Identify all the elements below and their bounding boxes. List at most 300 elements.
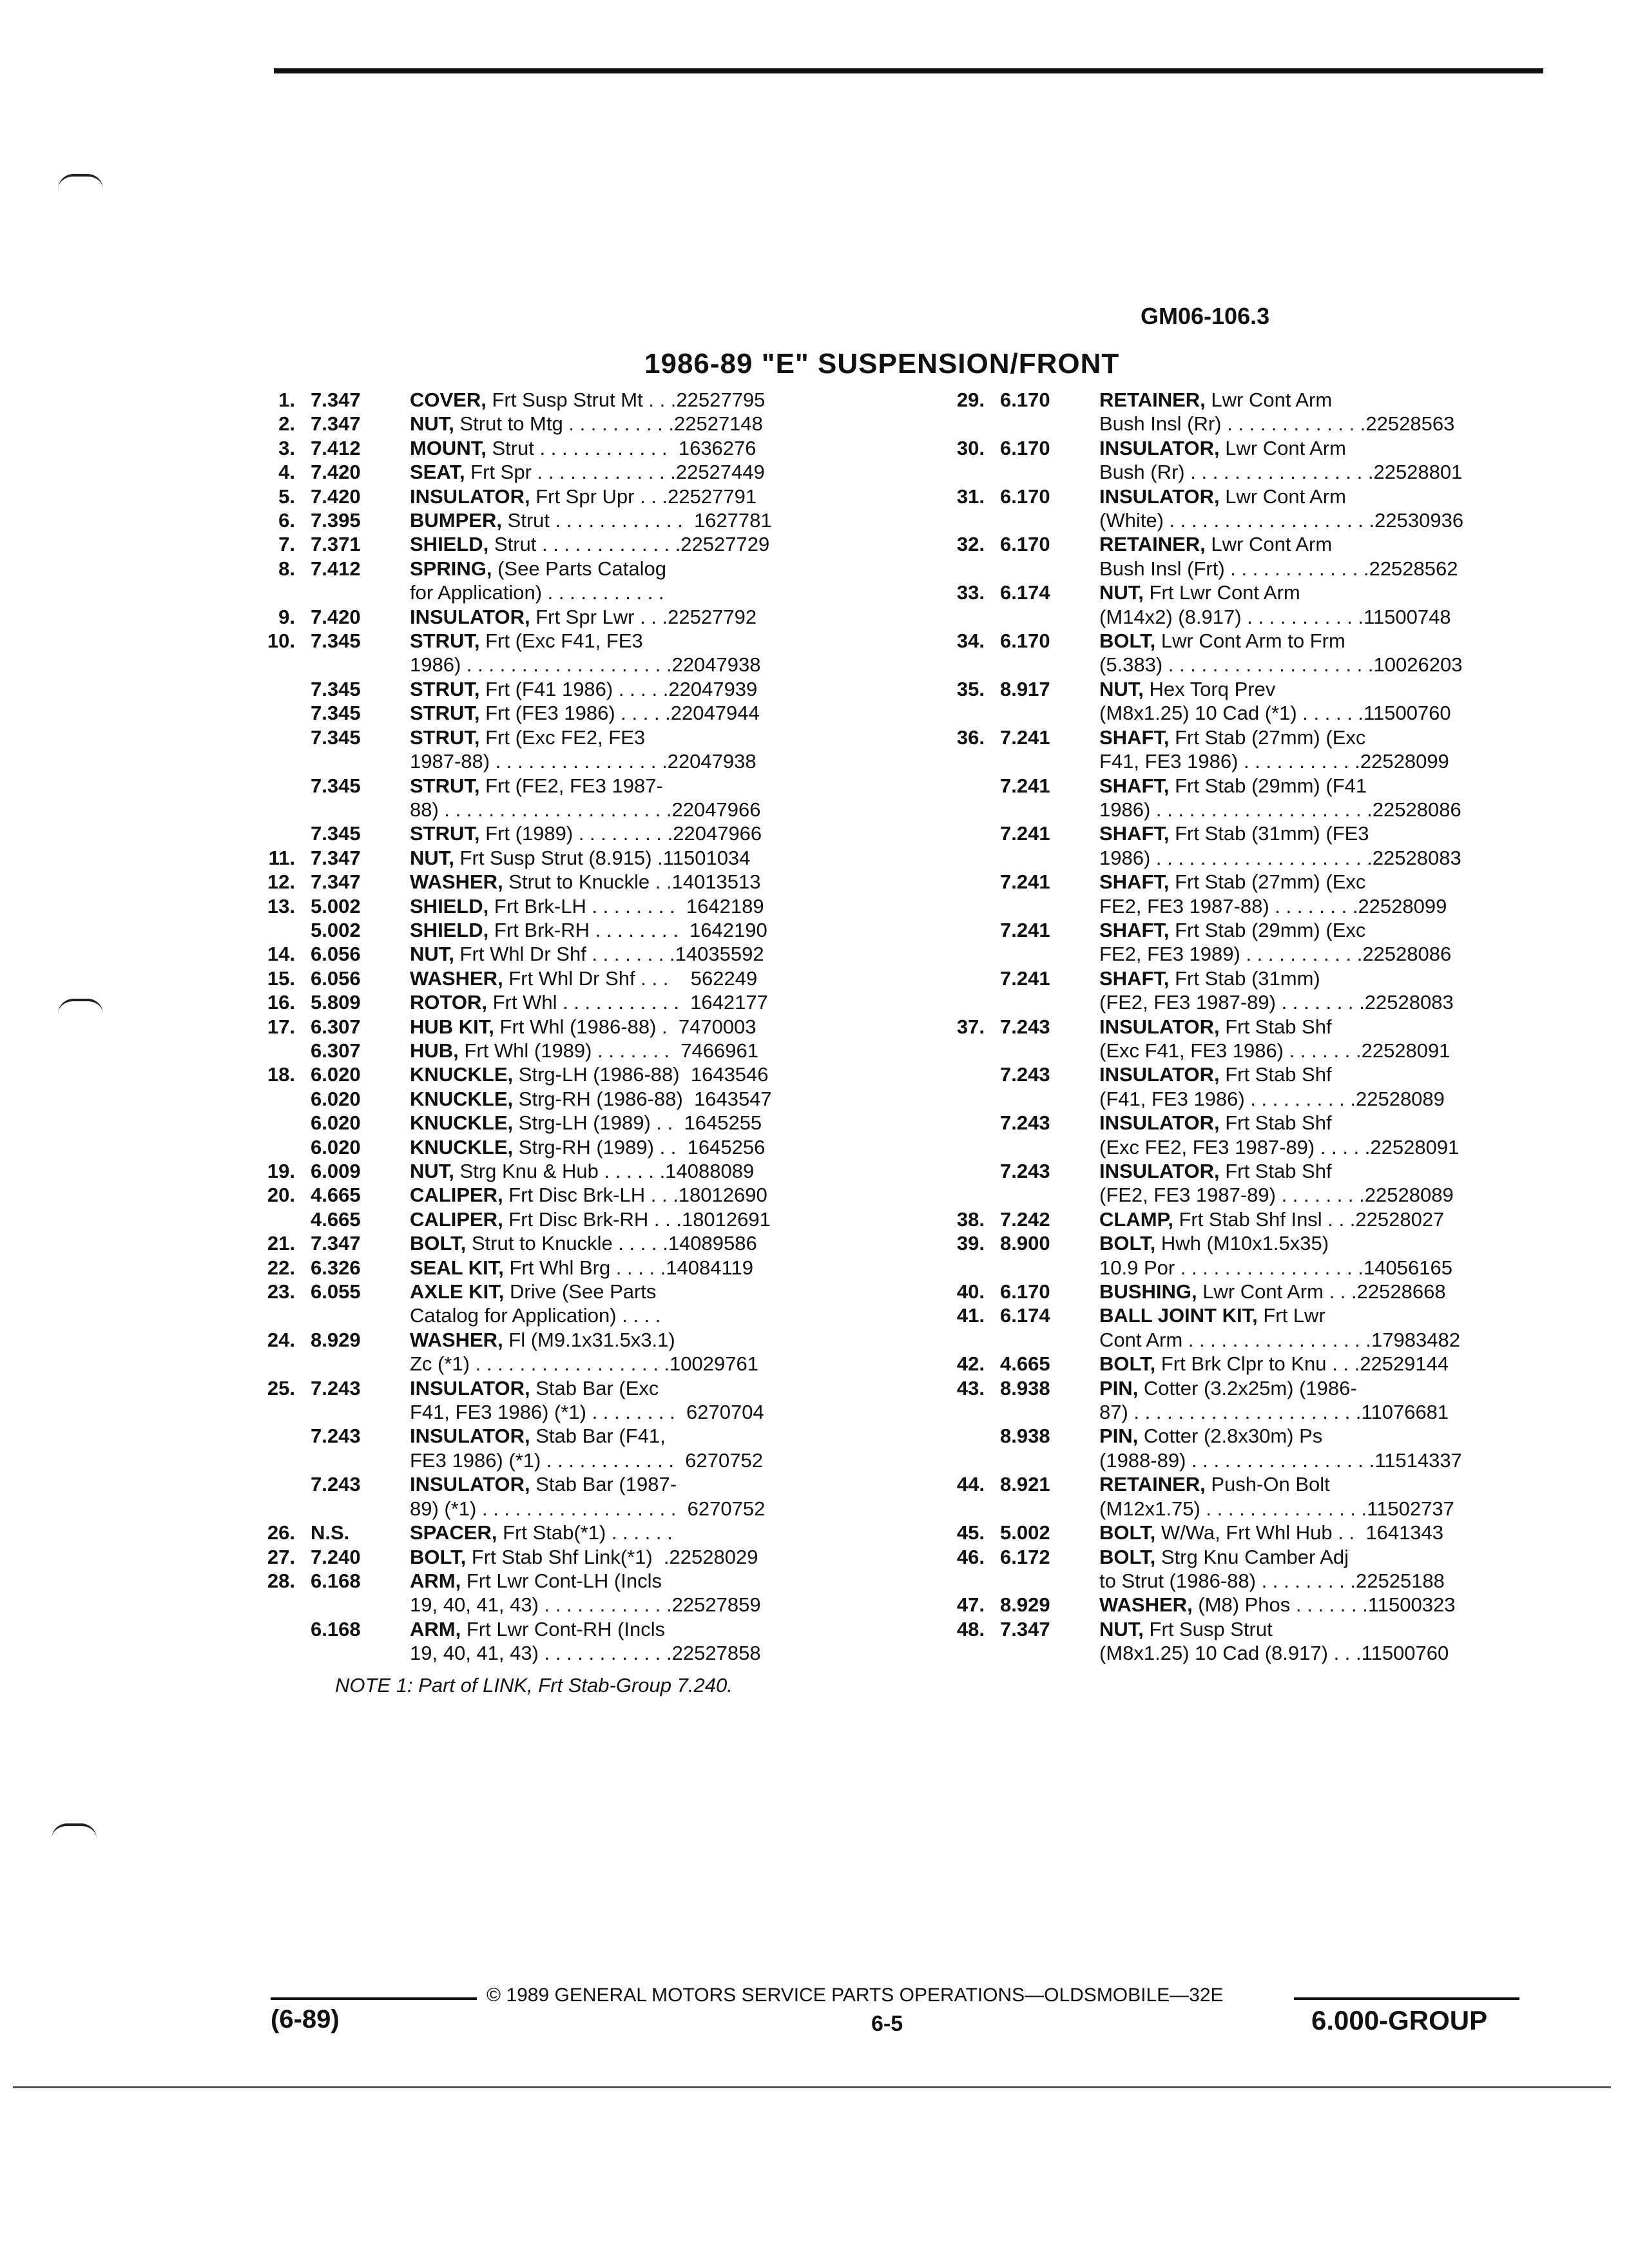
part-description	[410, 774, 876, 822]
part-description	[1099, 1352, 1559, 1376]
group-number: 7.420	[311, 605, 361, 628]
item-number	[245, 1087, 311, 1111]
group-number: 5.809	[311, 991, 361, 1014]
part-detail: Lwr Cont Arm Bush (Rr) . . . . . . . . . . . . . . . . .22528801	[1099, 436, 1463, 484]
item-number: 9.	[278, 605, 295, 628]
part-description	[410, 1328, 876, 1376]
part-detail: Frt Brk Clpr to Knu . . .22529144	[1155, 1352, 1449, 1376]
parts-list-item	[245, 1159, 876, 1183]
parts-list-item	[245, 629, 876, 677]
page-title: 1986-89 "E" SUSPENSION/FRONT	[644, 348, 1120, 380]
group-number: 7.241	[1000, 822, 1050, 845]
part-description	[1099, 485, 1559, 533]
item-number: 46.	[956, 1545, 985, 1568]
parts-list-item	[245, 1183, 876, 1207]
parts-list-item	[915, 1376, 1559, 1425]
parts-list-item	[245, 485, 876, 508]
item-number: 48.	[956, 1617, 985, 1640]
group-number: 8.938	[1000, 1425, 1050, 1448]
group-number: 7.243	[311, 1425, 361, 1448]
parts-list-item	[915, 677, 1559, 726]
part-name: KNUCKLE,	[410, 1087, 514, 1110]
parts-list-item	[245, 726, 876, 774]
parts-list-item	[915, 1159, 1559, 1207]
parts-list-item	[245, 557, 876, 605]
part-detail: Frt Spr Lwr . . .22527792	[530, 605, 757, 628]
parts-list-item	[915, 388, 1559, 436]
part-detail: Lwr Cont Arm . . .22528668	[1197, 1280, 1446, 1303]
part-detail: Frt Susp Strut Mt . . .22527795	[486, 389, 766, 411]
bottom-edge-rule	[13, 2086, 1611, 2088]
part-description	[1099, 1424, 1559, 1472]
item-number: 31.	[956, 485, 985, 508]
part-detail: Drive (See Parts Catalog for Application) . . . .	[410, 1280, 661, 1327]
part-description	[1099, 918, 1559, 966]
item-number	[915, 1111, 1000, 1159]
part-description	[410, 1062, 876, 1086]
date-code: (6-89)	[271, 2005, 340, 2033]
parts-list-item	[245, 532, 876, 556]
part-description	[410, 822, 876, 845]
item-number	[915, 966, 1000, 1015]
parts-list-item	[245, 1617, 876, 1666]
item-number	[245, 701, 311, 725]
part-name: STRUT,	[410, 677, 480, 700]
part-description	[410, 1183, 876, 1207]
part-description	[1099, 532, 1559, 581]
part-detail: Frt Whl (1989) . . . . . . . 7466961	[458, 1039, 758, 1062]
parts-list-item	[245, 1328, 876, 1376]
group-number: 7.395	[311, 509, 361, 532]
item-number: 43.	[956, 1376, 985, 1399]
parts-list-item	[915, 436, 1559, 485]
part-name: SHAFT,	[1099, 966, 1170, 990]
group-number: 6.056	[311, 943, 361, 966]
part-name: MOUNT,	[410, 436, 487, 459]
part-detail: Strut . . . . . . . . . . . . 1627781	[501, 509, 772, 532]
parts-list-item	[245, 1472, 876, 1521]
part-description	[410, 1521, 876, 1544]
item-number: 4.	[278, 461, 295, 484]
parts-list-item	[245, 774, 876, 822]
group-number: 7.345	[311, 726, 361, 749]
item-number: 18.	[267, 1063, 295, 1086]
parts-list-item	[915, 1352, 1559, 1376]
part-detail: Cotter (3.2x25m) (1986- 87) . . . . . . . . . . . . . . . . . . . . .11076681	[1099, 1376, 1449, 1424]
item-number: 37.	[956, 1015, 985, 1038]
item-number: 42.	[956, 1352, 985, 1376]
part-description	[1099, 1593, 1559, 1617]
group-number: 7.243	[1000, 1111, 1050, 1135]
parts-list-item	[915, 1062, 1559, 1111]
part-name: BOLT,	[1099, 1352, 1156, 1376]
group-number: 4.665	[1000, 1352, 1050, 1376]
part-description	[410, 918, 876, 942]
part-detail: Hwh (M10x1.5x35) 10.9 Por . . . . . . . . . . . . . . . . .14056165	[1099, 1232, 1452, 1279]
group-number: 5.002	[311, 918, 361, 941]
part-detail: Frt Stab (29mm) (F41 1986) . . . . . . . . . . . . . . . . . . . .22528086	[1099, 774, 1461, 821]
item-number: 23.	[267, 1280, 295, 1303]
part-detail: Frt Stab Shf (F41, FE3 1986) . . . . . . . . . .22528089	[1099, 1063, 1445, 1110]
group-number: 6.307	[311, 1015, 361, 1038]
part-name: INSULATOR,	[410, 485, 530, 508]
item-number: 1.	[278, 389, 295, 411]
item-number: 15.	[267, 966, 295, 990]
parts-list-left	[245, 388, 876, 1666]
group-number: 8.900	[1000, 1232, 1050, 1255]
parts-list-item	[915, 581, 1559, 629]
parts-list-item	[245, 605, 876, 629]
part-description	[410, 508, 876, 532]
item-number	[245, 1424, 311, 1472]
group-number: 7.345	[311, 702, 361, 725]
part-name: SPRING,	[410, 557, 492, 580]
footer-rule-left	[271, 1997, 477, 2000]
part-description	[1099, 1015, 1559, 1063]
group-number: 6.170	[1000, 533, 1050, 556]
part-name: INSULATOR,	[410, 1376, 530, 1399]
part-description	[410, 388, 876, 412]
part-description	[1099, 1207, 1559, 1231]
parts-list-item	[915, 1207, 1559, 1231]
group-number: 7.240	[311, 1545, 361, 1568]
top-rule	[274, 68, 1543, 73]
part-name: HUB KIT,	[410, 1015, 494, 1038]
part-description	[410, 701, 876, 725]
part-detail: Frt Stab (31mm) (FE2, FE3 1987-89) . . . . . . . .22528083	[1099, 966, 1454, 1014]
parts-list-item	[245, 966, 876, 990]
part-description	[410, 629, 876, 677]
item-number: 12.	[267, 870, 295, 894]
group-number: 8.929	[1000, 1593, 1050, 1617]
parts-list-item	[915, 1521, 1559, 1544]
item-number: 17.	[267, 1015, 295, 1038]
group-number: 8.938	[1000, 1376, 1050, 1399]
part-detail: Frt Stab (31mm) (FE3 1986) . . . . . . . . . . . . . . . . . . . .22528083	[1099, 822, 1461, 869]
part-name: AXLE KIT,	[410, 1280, 505, 1303]
part-name: BOLT,	[410, 1232, 467, 1255]
group-number: 7.243	[311, 1376, 361, 1399]
part-detail: Strut . . . . . . . . . . . . .22527729	[488, 533, 770, 556]
part-name: NUT,	[1099, 677, 1144, 700]
part-description	[410, 1280, 876, 1328]
group-number: 5.002	[1000, 1521, 1050, 1544]
item-number	[915, 774, 1000, 822]
item-number: 45.	[956, 1521, 985, 1544]
part-detail: Strut to Knuckle . . . . .14089586	[466, 1232, 757, 1255]
group-number: 6.174	[1000, 581, 1050, 604]
item-number: 32.	[956, 533, 985, 556]
part-detail: Strut to Knuckle . .14013513	[503, 870, 761, 894]
part-description	[410, 870, 876, 894]
parts-list-item	[915, 1015, 1559, 1063]
part-name: WASHER,	[1099, 1593, 1193, 1617]
part-detail: Frt Stab Shf Link(*1) .22528029	[466, 1545, 758, 1568]
part-description	[1099, 1280, 1559, 1303]
item-number: 24.	[267, 1328, 295, 1351]
item-number	[245, 1135, 311, 1159]
part-detail: Frt Lwr Cont-LH (Incls 19, 40, 41, 43) . . . . . . . . . . . .22527859	[410, 1569, 761, 1617]
part-description	[410, 436, 876, 460]
part-detail: Frt Stab (29mm) (Exc FE2, FE3 1989) . . . . . . . . . . .22528086	[1099, 918, 1452, 966]
part-name: CALIPER,	[410, 1184, 503, 1207]
part-description	[1099, 1062, 1559, 1111]
item-number: 33.	[956, 581, 985, 604]
group-number: 8.929	[311, 1328, 361, 1351]
group-number: 7.241	[1000, 774, 1050, 797]
parts-list-item	[245, 1521, 876, 1544]
part-name: INSULATOR,	[1099, 1111, 1220, 1135]
item-number	[915, 1424, 1000, 1472]
group-number: 6.168	[311, 1569, 361, 1592]
group-number: 4.665	[311, 1184, 361, 1207]
item-number: 20.	[267, 1184, 295, 1207]
group-number: 6.020	[311, 1111, 361, 1135]
part-name: INSULATOR,	[1099, 1160, 1220, 1182]
group-number: 7.243	[311, 1473, 361, 1496]
item-number: 27.	[267, 1545, 295, 1568]
part-name: SHAFT,	[1099, 822, 1170, 845]
parts-list-item	[245, 1135, 876, 1159]
part-description	[410, 1111, 876, 1135]
part-name: PIN,	[1099, 1425, 1139, 1448]
item-number: 14.	[267, 943, 295, 966]
part-description	[410, 412, 876, 436]
part-detail: Lwr Cont Arm Bush Insl (Rr) . . . . . . . . . . . . .22528563	[1099, 389, 1455, 436]
part-description	[410, 1015, 876, 1039]
part-detail: Strg-RH (1989) . . 1645256	[513, 1135, 766, 1158]
part-detail: Hex Torq Prev (M8x1.25) 10 Cad (*1) . . . . . .11500760	[1099, 677, 1451, 725]
group-number: 6.056	[311, 966, 361, 990]
item-number: 47.	[956, 1593, 985, 1617]
parts-list-item	[915, 532, 1559, 581]
parts-list-item	[915, 1424, 1559, 1472]
part-detail: Push-On Bolt (M12x1.75) . . . . . . . . . . . . . . .11502737	[1099, 1473, 1454, 1520]
part-name: ARM,	[410, 1569, 461, 1592]
parts-list-item	[245, 1280, 876, 1328]
part-name: ROTOR,	[410, 991, 487, 1014]
parts-list-item	[245, 1062, 876, 1086]
part-description	[410, 966, 876, 990]
part-description	[410, 1087, 876, 1111]
part-name: COVER,	[410, 389, 487, 411]
part-description	[410, 1231, 876, 1255]
part-name: STRUT,	[410, 822, 480, 845]
item-number	[245, 1207, 311, 1231]
part-detail: Frt Stab Shf (Exc F41, FE3 1986) . . . . . . .22528091	[1099, 1015, 1451, 1062]
binder-mark	[58, 999, 103, 1014]
parts-list-item	[915, 726, 1559, 774]
item-number	[245, 1472, 311, 1521]
binder-mark	[52, 1823, 97, 1839]
item-number	[245, 1617, 311, 1666]
part-name: BOLT,	[1099, 1521, 1156, 1544]
item-number	[245, 677, 311, 701]
item-number: 22.	[267, 1256, 295, 1279]
parts-list-item	[915, 918, 1559, 966]
group-number: 7.420	[311, 461, 361, 484]
part-detail: Lwr Cont Arm Bush Insl (Frt) . . . . . . . . . . . . .22528562	[1099, 533, 1458, 580]
parts-list-item	[245, 1207, 876, 1231]
parts-list-item	[245, 1545, 876, 1569]
item-number: 34.	[956, 629, 985, 653]
item-number: 19.	[267, 1160, 295, 1182]
part-name: SHAFT,	[1099, 918, 1170, 941]
part-description	[410, 1545, 876, 1569]
part-description	[1099, 822, 1559, 870]
item-number	[245, 1111, 311, 1135]
part-description	[1099, 1376, 1559, 1425]
group-number: N.S.	[311, 1521, 350, 1544]
part-detail: Lwr Cont Arm to Frm (5.383) . . . . . . . . . . . . . . . . . . .10026203	[1099, 629, 1463, 677]
part-name: STRUT,	[410, 702, 480, 725]
part-name: BOLT,	[1099, 1232, 1156, 1255]
part-name: BALL JOINT KIT,	[1099, 1304, 1258, 1327]
document-code: GM06-106.3	[1141, 303, 1270, 329]
parts-list-item	[245, 1111, 876, 1135]
parts-list-item	[915, 1280, 1559, 1303]
group-number: 6.170	[1000, 1280, 1050, 1303]
item-number: 38.	[956, 1207, 985, 1231]
part-name: SHAFT,	[1099, 870, 1170, 894]
part-name: INSULATOR,	[410, 1473, 530, 1496]
part-detail: Frt Stab Shf (FE2, FE3 1987-89) . . . . . . . .22528089	[1099, 1160, 1454, 1207]
group-number: 6.326	[311, 1256, 361, 1279]
part-detail: Lwr Cont Arm (White) . . . . . . . . . . . . . . . . . . .22530936	[1099, 485, 1464, 532]
part-name: BOLT,	[410, 1545, 467, 1568]
part-detail: Frt Spr Upr . . .22527791	[530, 485, 757, 508]
part-description	[410, 1207, 876, 1231]
part-detail: W/Wa, Frt Whl Hub . . 1641343	[1155, 1521, 1444, 1544]
part-detail: Frt Stab Shf Insl . . .22528027	[1173, 1207, 1445, 1231]
group-number: 7.347	[311, 846, 361, 869]
part-detail: Strg Knu Camber Adj to Strut (1986-88) . . . . . . . . .22525188	[1099, 1545, 1445, 1592]
part-description	[1099, 1545, 1559, 1593]
part-name: NUT,	[410, 846, 454, 869]
group-number: 6.055	[311, 1280, 361, 1303]
part-detail: Frt (Exc F41, FE3 1986) . . . . . . . . . . . . . . . . . . .22047938	[410, 629, 761, 677]
part-name: NUT,	[1099, 1617, 1144, 1640]
group-number: 7.243	[1000, 1063, 1050, 1086]
part-detail: Frt (FE2, FE3 1987- 88) . . . . . . . . . . . . . . . . . . . . .22047966	[410, 774, 761, 821]
item-number: 26.	[267, 1521, 295, 1544]
part-description	[1099, 1521, 1559, 1544]
copyright-line: © 1989 GENERAL MOTORS SERVICE PARTS OPERATIONS—OLDSMOBILE—32E	[487, 1984, 1224, 2006]
part-description	[410, 726, 876, 774]
group-number: 7.347	[311, 1232, 361, 1255]
part-name: RETAINER,	[1099, 1473, 1206, 1496]
part-description	[410, 1159, 876, 1183]
part-name: INSULATOR,	[1099, 485, 1220, 508]
parts-list-item	[915, 629, 1559, 677]
part-detail: Cotter (2.8x30m) Ps (1988-89) . . . . . . . . . . . . . . . . .11514337	[1099, 1425, 1462, 1472]
group-number: 6.009	[311, 1160, 361, 1182]
part-name: CALIPER,	[410, 1207, 503, 1231]
item-number	[915, 1062, 1000, 1111]
item-number: 36.	[956, 726, 985, 749]
group-number: 7.241	[1000, 726, 1050, 749]
parts-list-item	[245, 1256, 876, 1280]
group-number: 5.002	[311, 894, 361, 918]
group-number: 8.917	[1000, 677, 1050, 700]
part-description	[1099, 726, 1559, 774]
part-detail: Strut to Mtg . . . . . . . . . .22527148	[454, 412, 763, 436]
part-detail: Strg-RH (1986-88) 1643547	[513, 1087, 772, 1110]
part-detail: Frt Stab(*1) . . . . . .	[497, 1521, 673, 1544]
part-name: WASHER,	[410, 1328, 503, 1351]
item-number: 25.	[267, 1376, 295, 1399]
parts-list-item	[915, 822, 1559, 870]
parts-list-item	[245, 918, 876, 942]
part-detail: Frt (1989) . . . . . . . . .22047966	[479, 822, 762, 845]
parts-list-item	[245, 1569, 876, 1617]
part-description	[410, 1569, 876, 1617]
parts-list-item	[915, 1545, 1559, 1593]
group-number: 6.172	[1000, 1545, 1050, 1568]
part-description	[410, 894, 876, 918]
parts-list-item	[245, 846, 876, 870]
part-description	[1099, 966, 1559, 1015]
part-name: INSULATOR,	[1099, 1063, 1220, 1086]
part-name: KNUCKLE,	[410, 1063, 514, 1086]
part-name: INSULATOR,	[410, 605, 530, 628]
parts-list-item	[245, 870, 876, 894]
part-detail: Frt Lwr Cont-RH (Incls 19, 40, 41, 43) . . . . . . . . . . . .22527858	[410, 1617, 761, 1665]
parts-list-item	[915, 966, 1559, 1015]
group-number: 7.347	[311, 389, 361, 411]
part-detail: Frt Disc Brk-RH . . .18012691	[503, 1207, 771, 1231]
part-detail: Frt Lwr Cont Arm . . . . . . . . . . . . . . . . .17983482	[1099, 1304, 1460, 1351]
item-number: 28.	[267, 1569, 295, 1592]
footnote: NOTE 1: Part of LINK, Frt Stab-Group 7.240.	[335, 1674, 733, 1696]
part-name: INSULATOR,	[1099, 1015, 1220, 1038]
part-description	[410, 1256, 876, 1280]
part-name: KNUCKLE,	[410, 1111, 514, 1135]
part-description	[1099, 677, 1559, 726]
item-number: 39.	[956, 1232, 985, 1255]
parts-list-item	[915, 1472, 1559, 1521]
group-number: 7.347	[1000, 1617, 1050, 1640]
page-number: 6-5	[871, 2012, 903, 2036]
part-detail: Stab Bar (F41, FE3 1986) (*1) . . . . . . . . . . . . 6270752	[410, 1425, 763, 1472]
part-description	[410, 1472, 876, 1521]
item-number: 3.	[278, 436, 295, 459]
part-detail: (See Parts Catalog for Application) . . . . . . . . . . .	[410, 557, 666, 604]
group-number: 7.242	[1000, 1207, 1050, 1231]
item-number	[245, 726, 311, 774]
part-detail: Frt (F41 1986) . . . . .22047939	[479, 677, 758, 700]
parts-list-item	[245, 508, 876, 532]
group-number: 7.345	[311, 629, 361, 653]
parts-list-item	[915, 870, 1559, 918]
parts-list-item	[245, 894, 876, 918]
parts-list-item	[245, 1231, 876, 1255]
part-detail: Frt Whl (1986-88) . 7470003	[494, 1015, 757, 1038]
part-name: SHIELD,	[410, 918, 489, 941]
part-detail: Strg-LH (1986-88) 1643546	[513, 1063, 769, 1086]
part-name: STRUT,	[410, 726, 480, 749]
part-name: SPACER,	[410, 1521, 497, 1544]
group-number: 7.347	[311, 870, 361, 894]
part-name: STRUT,	[410, 629, 480, 653]
binder-mark	[58, 174, 103, 189]
part-description	[1099, 870, 1559, 918]
part-detail: Frt Brk-RH . . . . . . . . 1642190	[488, 918, 767, 941]
part-name: NUT,	[1099, 581, 1144, 604]
parts-list-item	[245, 1087, 876, 1111]
parts-list-item	[915, 774, 1559, 822]
parts-list-item	[245, 822, 876, 845]
